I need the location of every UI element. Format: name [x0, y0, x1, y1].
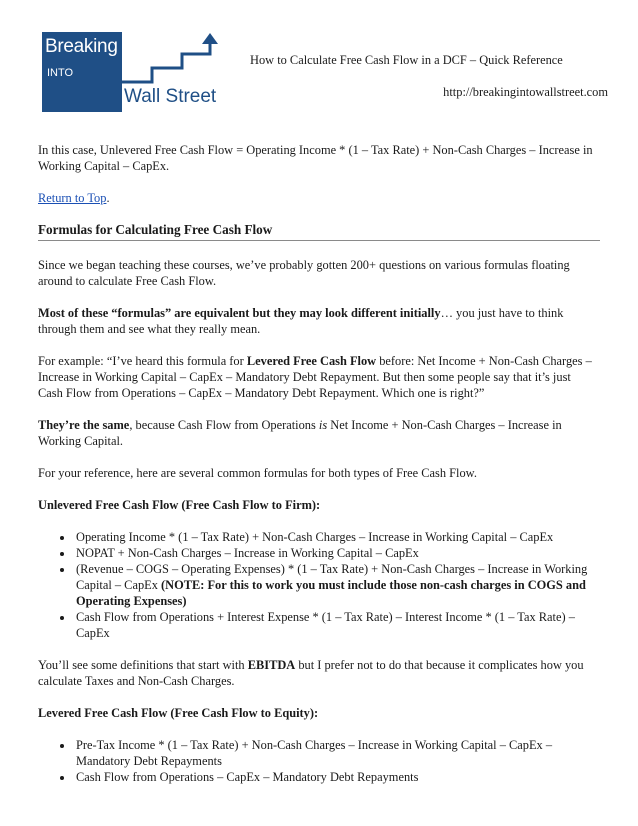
return-to-top-link[interactable]: Return to Top [38, 191, 107, 205]
list-item: • Operating Income * (1 – Tax Rate) + Non-Cash Charges – Increase in Working Capital – CapEx [74, 529, 598, 545]
paragraph-6-a: You’ll see some definitions that start with [38, 658, 248, 672]
intro-paragraph: In this case, Unlevered Free Cash Flow = Operating Income * (1 – Tax Rate) + Non-Cash Charges – Increase in Working Capital – CapEx. [38, 143, 593, 173]
paragraph-4 [38, 417, 598, 449]
unlevered-list [38, 529, 598, 641]
document-title: How to Calculate Free Cash Flow in a DCF – Quick Reference [250, 53, 563, 67]
section-heading: Formulas for Calculating Free Cash Flow [38, 222, 600, 241]
logo-text-wall-street: Wall Street [124, 86, 217, 107]
paragraph-3-bold: Levered Free Cash Flow [246, 354, 377, 368]
site-url: http://breakingintowallstreet.com [443, 85, 608, 99]
list-item: • Cash Flow from Operations – CapEx – Mandatory Debt Repayments [74, 769, 598, 785]
levered-heading [38, 705, 598, 721]
paragraph-3-a: For example: “I’ve heard this formula for [38, 354, 247, 368]
paragraph-5: For your reference, here are several common formulas for both types of Free Cash Flow. [38, 466, 477, 480]
list-item [74, 561, 598, 609]
paragraph-2 [38, 305, 598, 337]
paragraph-6 [38, 657, 598, 689]
paragraph-2-rest: … you just have to think through them and see what they really mean. [38, 306, 564, 336]
main-content [38, 142, 598, 801]
paragraph-3 [38, 353, 598, 401]
unlevered-heading [38, 497, 598, 513]
paragraph-3-b: before: Net Income + Non-Cash Charges – Increase in Working Capital – CapEx – Mandatory Debt Repayment. But then some people say that it’s just Cash Flow from Operations – CapEx – Mandatory Debt Repayment. Which one is right?” [38, 354, 592, 400]
paragraph-6-b: but I prefer not to do that because it complicates how you calculate Taxes and Non-Cash Charges. [38, 658, 584, 688]
return-suffix: . [106, 191, 110, 205]
list-item: • Cash Flow from Operations + Interest Expense * (1 – Tax Rate) – Interest Income * (1 – Tax Rate) – CapEx [74, 609, 598, 641]
levered-heading-text: Levered Free Cash Flow (Free Cash Flow to Equity): [38, 706, 319, 720]
levered-list [38, 737, 598, 785]
paragraph-1: Since we began teaching these courses, we’ve probably gotten 200+ questions on various formulas floating around to calculate Free Cash Flow. [38, 258, 570, 288]
paragraph-4-a: , because Cash Flow from Operations [129, 418, 319, 432]
logo [42, 32, 220, 112]
paragraph-2-bold: Most of these “formulas” are equivalent but they may look different initially [38, 306, 441, 320]
paragraph-4-b: Net Income + Non-Cash Charges – Increase in Working Capital. [38, 418, 562, 448]
unlevered-heading-text: Unlevered Free Cash Flow (Free Cash Flow to Firm): [38, 498, 321, 512]
logo-text-into: INTO [47, 67, 74, 79]
list-item: • NOPAT + Non-Cash Charges – Increase in Working Capital – CapEx [74, 545, 598, 561]
logo-text-breaking: Breaking [45, 36, 118, 57]
list-item-note: (NOTE: For this to work you must include those non-cash charges in COGS and Operating Expenses) [76, 578, 586, 608]
list-item: • Pre-Tax Income * (1 – Tax Rate) + Non-Cash Charges – Increase in Working Capital – CapEx – Mandatory Debt Repayments [74, 737, 598, 769]
paragraph-4-italic: is [318, 418, 328, 432]
paragraph-4-bold: They’re the same [38, 418, 130, 432]
paragraph-6-bold: EBITDA [247, 658, 296, 672]
return-paragraph [38, 190, 598, 206]
list-item-text: (Revenue – COGS – Operating Expenses) * (1 – Tax Rate) + Non-Cash Charges – Increase in Working Capital – CapEx [76, 562, 588, 592]
